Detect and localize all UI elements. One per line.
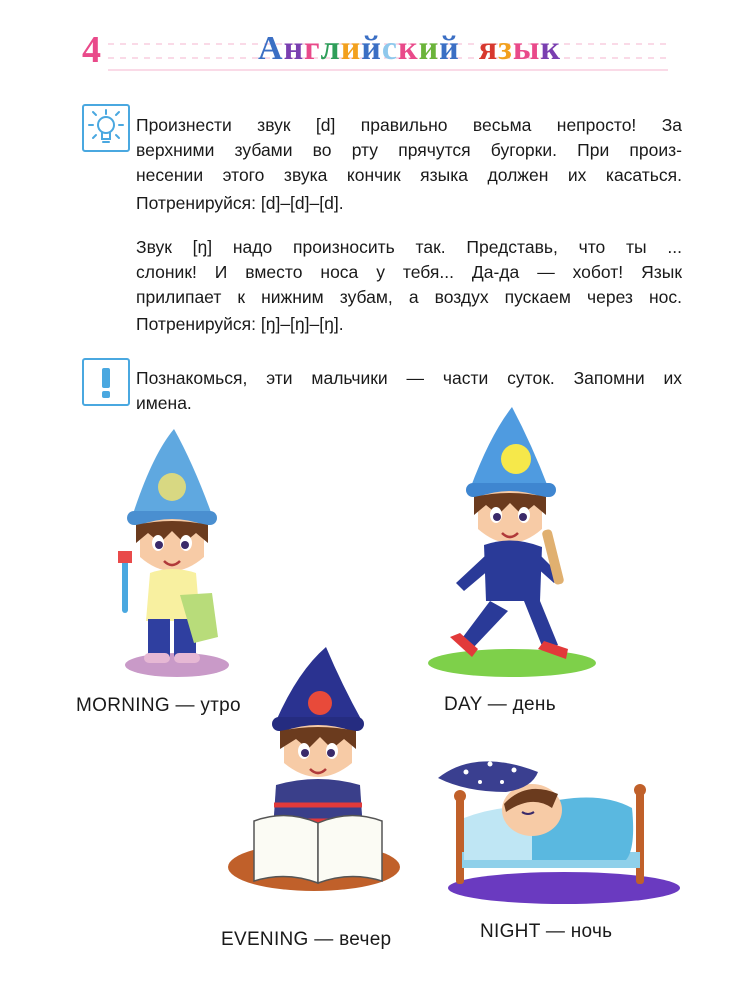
title-letter: я [478,30,499,67]
label-morning: MORNING — утро [76,695,241,716]
title-letter: к [397,30,419,67]
title-letter: и [340,30,362,67]
page-number: 4 [82,29,101,71]
note-paragraph [136,366,682,416]
text-line: имена. [136,393,192,413]
text-line: несении этого звука кончик языка должен их касаться. [136,165,682,185]
title-letter: с [381,30,398,67]
text-line: прилипает к нижним зубам, а воздух пускаем через нос. [136,287,682,307]
label-night: NIGHT — ночь [480,921,613,942]
title-letter: й [361,30,382,67]
morning-boy-illustration [112,425,242,685]
text-line: верхними зубами во рту прячутся бугорки. При произ- [136,140,682,160]
title-letter: ы [512,30,541,67]
text-line: Познакомься, эти мальчики — части суток. Запомни их [136,368,682,388]
text-line: Звук [ŋ] надо произносить так. Представь, что ты ... [136,237,682,257]
text-line: Произнести звук [d] правильно весьма непросто! За [136,115,682,135]
title-letter: й [439,30,460,67]
day-boy-illustration [420,405,600,685]
title-letter: г [304,30,321,67]
title-letter: н [283,30,305,67]
night-boy-illustration [436,748,686,908]
title-letter: А [258,30,284,67]
title-letter [460,30,479,68]
title-letter: з [498,30,513,67]
tip-paragraph-1 [136,113,682,188]
lightbulb-icon [82,104,130,152]
tip-practice-ng: Потренируйся: [ŋ]–[ŋ]–[ŋ]. [136,314,344,334]
page-title [258,30,561,68]
exclamation-icon [82,358,130,406]
evening-boy-illustration [226,645,416,895]
title-letter: и [418,30,440,67]
tip-practice-d: Потренируйся: [d]–[d]–[d]. [136,193,344,213]
tip-paragraph-2 [136,235,682,310]
text-line: слоник! И вместо носа у тебя... Да-да — хобот! Язык [136,262,682,282]
label-evening: EVENING — вечер [221,929,392,950]
title-letter: л [320,30,341,67]
title-letter: к [540,30,561,67]
label-day: DAY — день [444,694,556,715]
